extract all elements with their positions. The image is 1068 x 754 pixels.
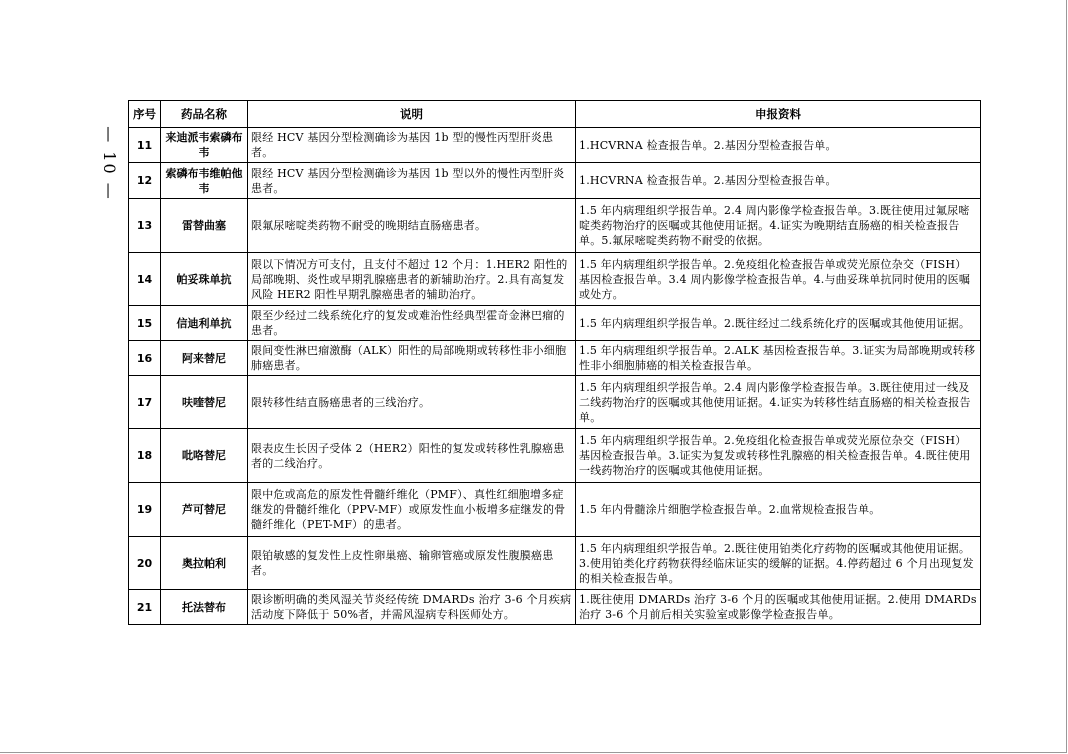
- row-seq: 14: [129, 253, 161, 306]
- table-body: [129, 128, 981, 625]
- row-documents: 1.5 年内病理组织学报告单。2.4 周内影像学检查报告单。3.既往使用过一线及二线药物治疗的医嘱或其他使用证据。4.证实为转移性结直肠癌的相关检查报告单。: [576, 376, 981, 429]
- row-drug-name: 芦可替尼: [161, 483, 248, 537]
- row-drug-name: 帕妥珠单抗: [161, 253, 248, 306]
- table-row: [129, 199, 981, 253]
- header-documents: 申报资料: [576, 101, 981, 128]
- table-row: [129, 253, 981, 306]
- page-number: [98, 125, 120, 201]
- row-seq: 17: [129, 376, 161, 429]
- row-description: 限经 HCV 基因分型检测确诊为基因 1b 型的慢性丙型肝炎患者。: [248, 128, 576, 163]
- row-drug-name: 雷替曲塞: [161, 199, 248, 253]
- table-header: [129, 101, 981, 128]
- row-description: 限表皮生长因子受体 2（HER2）阳性的复发或转移性乳腺癌患者的二线治疗。: [248, 429, 576, 483]
- row-description: 限铂敏感的复发性上皮性卵巢癌、输卵管癌或原发性腹膜癌患者。: [248, 537, 576, 590]
- page-number-label: — 10 —: [99, 125, 119, 201]
- row-drug-name: 吡咯替尼: [161, 429, 248, 483]
- row-documents: 1.HCVRNA 检查报告单。2.基因分型检查报告单。: [576, 128, 981, 163]
- table-row: [129, 429, 981, 483]
- row-drug-name: 索磷布韦维帕他韦: [161, 163, 248, 199]
- table-row: [129, 306, 981, 341]
- row-seq: 15: [129, 306, 161, 341]
- row-description: 限经 HCV 基因分型检测确诊为基因 1b 型以外的慢性丙型肝炎患者。: [248, 163, 576, 199]
- row-description: 限间变性淋巴瘤激酶（ALK）阳性的局部晚期或转移性非小细胞肺癌患者。: [248, 341, 576, 376]
- table-row: [129, 128, 981, 163]
- row-documents: 1.5 年内病理组织学报告单。2.免疫组化检查报告单或荧光原位杂交（FISH）基因检查报告单。3.证实为复发或转移性乳腺癌的相关检查报告单。4.既往使用一线药物治疗的医嘱或其他使用证据。: [576, 429, 981, 483]
- row-drug-name: 呋喹替尼: [161, 376, 248, 429]
- row-description: 限至少经过二线系统化疗的复发或难治性经典型霍奇金淋巴瘤的患者。: [248, 306, 576, 341]
- table-row: [129, 341, 981, 376]
- table-row: [129, 483, 981, 537]
- row-seq: 18: [129, 429, 161, 483]
- row-seq: 20: [129, 537, 161, 590]
- row-documents: 1.5 年内病理组织学报告单。2.免疫组化检查报告单或荧光原位杂交（FISH）基因检查报告单。3.4 周内影像学检查报告单。4.与曲妥珠单抗同时使用的医嘱或处方。: [576, 253, 981, 306]
- row-description: 限氟尿嘧啶类药物不耐受的晚期结直肠癌患者。: [248, 199, 576, 253]
- row-seq: 16: [129, 341, 161, 376]
- row-documents: 1.既往使用 DMARDs 治疗 3-6 个月的医嘱或其他使用证据。2.使用 DMARDs 治疗 3-6 个月前后相关实验室或影像学检查报告单。: [576, 590, 981, 625]
- table-row: [129, 376, 981, 429]
- header-seq: 序号: [129, 101, 161, 128]
- row-drug-name: 信迪利单抗: [161, 306, 248, 341]
- row-documents: 1.5 年内病理组织学报告单。2.ALK 基因检查报告单。3.证实为局部晚期或转移性非小细胞肺癌的相关检查报告单。: [576, 341, 981, 376]
- row-drug-name: 托法替布: [161, 590, 248, 625]
- header-row: [129, 101, 981, 128]
- row-drug-name: 来迪派韦索磷布韦: [161, 128, 248, 163]
- row-seq: 12: [129, 163, 161, 199]
- drug-table: [128, 100, 981, 625]
- row-seq: 21: [129, 590, 161, 625]
- table-row: [129, 163, 981, 199]
- row-drug-name: 阿来替尼: [161, 341, 248, 376]
- row-drug-name: 奥拉帕利: [161, 537, 248, 590]
- table-row: [129, 537, 981, 590]
- header-drug-name: 药品名称: [161, 101, 248, 128]
- row-description: 限以下情况方可支付，且支付不超过 12 个月：1.HER2 阳性的局部晚期、炎性或早期乳腺癌患者的新辅助治疗。2.具有高复发风险 HER2 阳性早期乳腺癌患者的辅助治疗。: [248, 253, 576, 306]
- row-seq: 11: [129, 128, 161, 163]
- row-documents: 1.5 年内病理组织学报告单。2.4 周内影像学检查报告单。3.既往使用过氟尿嘧啶类药物治疗的医嘱或其他使用证据。4.证实为晚期结直肠癌的相关检查报告单。5.氟尿嘧啶类药物不耐受的依据。: [576, 199, 981, 253]
- row-seq: 19: [129, 483, 161, 537]
- table-row: [129, 590, 981, 625]
- row-seq: 13: [129, 199, 161, 253]
- row-documents: 1.5 年内病理组织学报告单。2.既往经过二线系统化疗的医嘱或其他使用证据。: [576, 306, 981, 341]
- row-documents: 1.5 年内病理组织学报告单。2.既往使用铂类化疗药物的医嘱或其他使用证据。3.使用铂类化疗药物获得经临床证实的缓解的证据。4.停药超过 6 个月出现复发的相关检查报告单。: [576, 537, 981, 590]
- row-description: 限转移性结直肠癌患者的三线治疗。: [248, 376, 576, 429]
- row-documents: 1.HCVRNA 检查报告单。2.基因分型检查报告单。: [576, 163, 981, 199]
- row-documents: 1.5 年内骨髓涂片细胞学检查报告单。2.血常规检查报告单。: [576, 483, 981, 537]
- header-description: 说明: [248, 101, 576, 128]
- row-description: 限中危或高危的原发性骨髓纤维化（PMF）、真性红细胞增多症继发的骨髓纤维化（PPV-MF）或原发性血小板增多症继发的骨髓纤维化（PET-MF）的患者。: [248, 483, 576, 537]
- row-description: 限诊断明确的类风湿关节炎经传统 DMARDs 治疗 3-6 个月疾病活动度下降低于 50%者，并需风湿病专科医师处方。: [248, 590, 576, 625]
